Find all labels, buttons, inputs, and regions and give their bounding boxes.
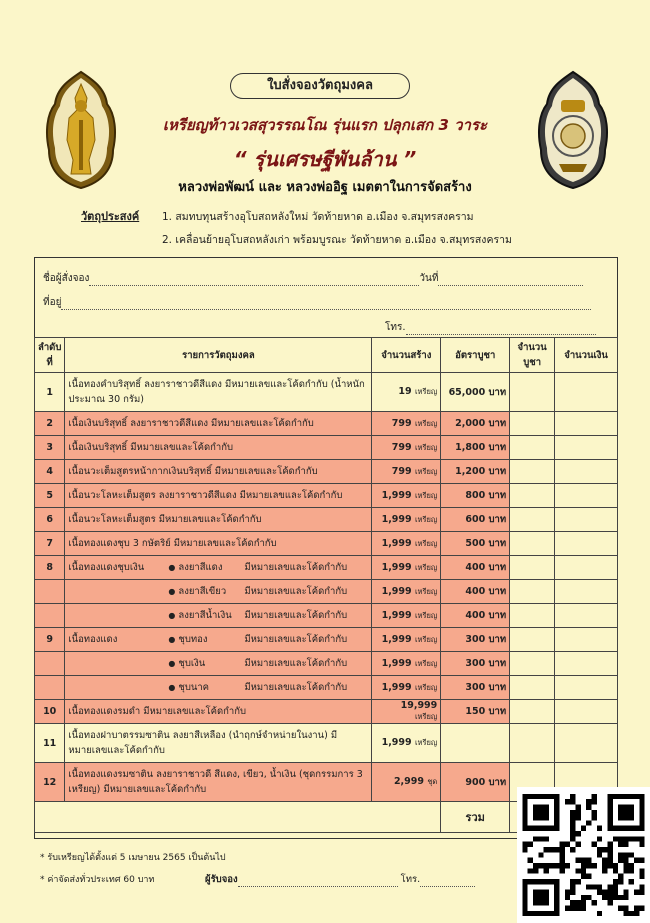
qty-made: 1,999 — [381, 585, 412, 597]
qty-made-cell — [372, 580, 441, 604]
bullet-icon: ● — [168, 635, 176, 644]
order-count-field[interactable] — [510, 580, 555, 604]
header-amount: จำนวนเงิน — [555, 338, 618, 373]
price: 150 บาท — [441, 700, 510, 724]
item-description: เนื้อเงินบริสุทธิ์ ลงยาราชาวดีสีแดง มีหมายเลขและโค้ดกำกับ — [68, 418, 314, 429]
item-cell — [65, 628, 372, 652]
price: 900 บาท — [441, 763, 510, 802]
table-row — [35, 460, 618, 484]
table-row — [35, 652, 618, 676]
amount-field[interactable] — [555, 700, 618, 724]
item-description: เนื้อทองแดงรมดำ มีหมายเลขและโค้ดกำกับ — [68, 706, 247, 717]
item-variant: ลงยาสีเขียว — [178, 586, 227, 597]
item-description: เนื้อทองแดงรมซาติน ลงยาราชาวดี สีแดง, เขียว, น้ำเงิน (ชุดกรรมการ 3 เหรียญ) มีหมายเลขและโค้ดกำกับ — [68, 769, 363, 795]
item-description: เนื้อนวะโลหะเต็มสูตร มีหมายเลขและโค้ดกำกับ — [68, 514, 262, 525]
qty-made: 1,999 — [381, 513, 412, 525]
qty-unit: เหรียญ — [414, 387, 438, 396]
item-cell — [65, 652, 372, 676]
table-row — [35, 508, 618, 532]
price: 800 บาท — [441, 484, 510, 508]
header-item: รายการวัตถุมงคล — [65, 338, 372, 373]
item-cell — [65, 532, 372, 556]
amount-field[interactable] — [555, 580, 618, 604]
table-header-row — [35, 338, 618, 373]
qty-made: 1,999 — [381, 489, 412, 501]
order-count-field[interactable] — [510, 508, 555, 532]
table-row — [35, 700, 618, 724]
amount-field[interactable] — [555, 436, 618, 460]
price: 500 บาท — [441, 532, 510, 556]
qty-unit: เหรียญ — [414, 466, 438, 476]
table-row — [35, 604, 618, 628]
qty-made: 1,999 — [381, 609, 412, 621]
price: 2,000 บาท — [441, 412, 510, 436]
row-number: 9 — [35, 628, 65, 652]
row-number: 11 — [35, 724, 65, 763]
qty-made-cell — [372, 373, 441, 412]
qty-made-cell — [372, 724, 441, 763]
qty-made-cell — [372, 460, 441, 484]
row-number: 6 — [35, 508, 65, 532]
qty-unit: เหรียญ — [414, 738, 438, 747]
qty-unit: เหรียญ — [414, 658, 438, 668]
bullet-icon: ● — [168, 563, 176, 572]
table-row — [35, 532, 618, 556]
table-row — [35, 436, 618, 460]
qty-made: 799 — [391, 417, 412, 429]
price: 300 บาท — [441, 676, 510, 700]
row-number: 12 — [35, 763, 65, 802]
qty-unit: เหรียญ — [414, 538, 438, 548]
series-name: “ รุ่นเศรษฐีพันล้าน ” — [233, 147, 417, 171]
price — [441, 724, 510, 763]
address-line — [43, 295, 591, 310]
row-number — [35, 676, 65, 700]
item-cell — [65, 676, 372, 700]
item-variant: ชุบนาค — [178, 682, 210, 693]
amount-field[interactable] — [555, 373, 618, 412]
row-number: 8 — [35, 556, 65, 580]
order-count-field[interactable] — [510, 604, 555, 628]
item-cell — [65, 724, 372, 763]
qty-unit: ชุด — [427, 777, 438, 786]
row-number: 3 — [35, 436, 65, 460]
qty-made-cell — [372, 508, 441, 532]
price: 400 บาท — [441, 556, 510, 580]
row-number: 4 — [35, 460, 65, 484]
table-row — [35, 484, 618, 508]
item-description: เนื้อทองฝาบาตรรมซาติน ลงยาสีเหลือง (นำฤกษ์จำหน่ายในงาน) มีหมายเลขและโค้ดกำกับ — [68, 730, 338, 756]
bullet-icon: ● — [168, 683, 176, 692]
item-description: เนื้อทองแดง — [68, 634, 118, 645]
monks-line: หลวงพ่อพัฒน์ และ หลวงพ่ออิฐ เมตตาในการจัดสร้าง — [178, 180, 472, 195]
item-description: เนื้อทองแดงชุบ 3 กษัตริย์ มีหมายเลขและโค้ดกำกับ — [68, 538, 277, 549]
row-number — [35, 604, 65, 628]
qty-made: 1,999 — [381, 633, 412, 645]
item-suffix: มีหมายเลขและโค้ดกำกับ — [244, 634, 348, 645]
row-number: 7 — [35, 532, 65, 556]
receiver-line — [205, 872, 475, 887]
item-cell — [65, 556, 372, 580]
qty-made-cell — [372, 628, 441, 652]
item-cell — [65, 412, 372, 436]
order-count-field[interactable] — [510, 652, 555, 676]
qty-unit: เหรียญ — [414, 712, 438, 721]
item-cell — [65, 580, 372, 604]
order-count-field[interactable] — [510, 436, 555, 460]
item-cell — [65, 373, 372, 412]
row-number — [35, 652, 65, 676]
item-suffix: มีหมายเลขและโค้ดกำกับ — [244, 658, 348, 669]
order-items-table — [34, 337, 618, 833]
item-cell — [65, 436, 372, 460]
qty-made: 2,999 — [393, 776, 424, 787]
qty-made-cell — [372, 436, 441, 460]
header-price: อัตราบูชา — [441, 338, 510, 373]
price: 1,800 บาท — [441, 436, 510, 460]
item-cell — [65, 604, 372, 628]
qty-made-cell — [372, 763, 441, 802]
customer-name-field[interactable] — [89, 275, 419, 286]
customer-name-label: ชื่อผู้สั่งจอง — [43, 273, 90, 284]
order-count-field[interactable] — [510, 412, 555, 436]
coin-back-emblem-right — [535, 70, 611, 190]
qty-made: 19,999 — [400, 700, 438, 711]
item-cell — [65, 460, 372, 484]
item-variant: ลงยาสีน้ำเงิน — [178, 610, 232, 621]
item-variant: ชุบทอง — [178, 634, 208, 645]
address-field[interactable] — [61, 299, 591, 310]
order-count-field[interactable] — [510, 676, 555, 700]
customer-name-line — [43, 271, 583, 286]
item-description: เนื้อเงินบริสุทธิ์ มีหมายเลขและโค้ดกำกับ — [68, 442, 233, 453]
amount-field[interactable] — [555, 724, 618, 763]
receiver-label: ผู้รับจอง — [205, 874, 238, 885]
amount-field[interactable] — [555, 508, 618, 532]
purpose-2: 2. เคลื่อนย้ายอุโบสถหลังเก่า พร้อมบูรณะ วัดท้ายหาด อ.เมือง จ.สมุทรสงคราม — [162, 234, 512, 246]
item-cell — [65, 700, 372, 724]
item-variant: ชุบเงิน — [178, 658, 206, 669]
amount-field[interactable] — [555, 484, 618, 508]
qty-made-cell — [372, 484, 441, 508]
qty-made-cell — [372, 556, 441, 580]
qty-unit: เหรียญ — [414, 514, 438, 524]
form-title: ใบสั่งจองวัตถุมงคล — [230, 73, 410, 99]
amount-field[interactable] — [555, 652, 618, 676]
qty-unit: เหรียญ — [414, 418, 438, 428]
price: 65,000 บาท — [441, 373, 510, 412]
qty-made: 1,999 — [381, 657, 412, 669]
address-label: ที่อยู่ — [43, 297, 62, 308]
qty-made: 1,999 — [381, 561, 412, 573]
date-field[interactable] — [438, 275, 583, 286]
receiver-phone-field[interactable] — [420, 876, 475, 887]
item-description: เนื้อนวะเต็มสูตรหน้ากากเงินบริสุทธิ์ มีหมายเลขและโค้ดกำกับ — [68, 466, 318, 477]
date-label: วันที่ — [419, 273, 439, 284]
phone-label: โทร. — [385, 322, 406, 333]
qty-made-cell — [372, 700, 441, 724]
amount-field[interactable] — [555, 628, 618, 652]
order-count-field[interactable] — [510, 724, 555, 763]
item-suffix: มีหมายเลขและโค้ดกำกับ — [244, 610, 348, 621]
order-count-field[interactable] — [510, 373, 555, 412]
row-number: 10 — [35, 700, 65, 724]
row-number: 1 — [35, 373, 65, 412]
order-count-field[interactable] — [510, 532, 555, 556]
qty-unit: เหรียญ — [414, 490, 438, 500]
header-qty-made: จำนวนสร้าง — [372, 338, 441, 373]
bullet-icon: ● — [168, 587, 176, 596]
order-count-field[interactable] — [510, 556, 555, 580]
bullet-icon: ● — [168, 659, 176, 668]
bullet-icon: ● — [168, 611, 176, 620]
table-row — [35, 556, 618, 580]
item-description: เนื้อทองแดงชุบเงิน — [68, 562, 145, 573]
amount-field[interactable] — [555, 460, 618, 484]
table-row — [35, 628, 618, 652]
item-suffix: มีหมายเลขและโค้ดกำกับ — [244, 562, 348, 573]
amount-field[interactable] — [555, 676, 618, 700]
vessavana-emblem-left — [43, 70, 119, 190]
qty-unit: เหรียญ — [414, 586, 438, 596]
row-number: 2 — [35, 412, 65, 436]
purpose-label: วัตถุประสงค์ — [81, 210, 140, 223]
price: 400 บาท — [441, 604, 510, 628]
qty-made: 1,999 — [381, 681, 412, 693]
table-row — [35, 373, 618, 412]
coin-title: เหรียญท้าวเวสสุวรรณโณ รุ่นแรก ปลุกเสก 3 วาระ — [162, 116, 488, 134]
order-count-field[interactable] — [510, 484, 555, 508]
qty-made: 799 — [391, 465, 412, 477]
phone-line — [385, 320, 596, 335]
item-suffix: มีหมายเลขและโค้ดกำกับ — [244, 586, 348, 597]
price: 400 บาท — [441, 580, 510, 604]
qty-unit: เหรียญ — [414, 562, 438, 572]
item-cell — [65, 763, 372, 802]
item-cell — [65, 508, 372, 532]
price: 300 บาท — [441, 628, 510, 652]
qr-code — [517, 787, 650, 923]
qty-made-cell — [372, 532, 441, 556]
qty-made-cell — [372, 412, 441, 436]
purpose-1: 1. สมทบทุนสร้างอุโบสถหลังใหม่ วัดท้ายหาด อ.เมือง จ.สมุทรสงคราม — [162, 211, 474, 223]
amount-field[interactable] — [555, 604, 618, 628]
phone-field[interactable] — [406, 324, 596, 335]
qty-unit: เหรียญ — [414, 610, 438, 620]
qty-unit: เหรียญ — [414, 634, 438, 644]
header-no: ลำดับที่ — [35, 338, 65, 373]
qty-made-cell — [372, 652, 441, 676]
footer-note-1: * รับเหรียญได้ตั้งแต่ 5 เมษายน 2565 เป็นต้นไป — [40, 853, 226, 863]
amount-field[interactable] — [555, 556, 618, 580]
amount-field[interactable] — [555, 412, 618, 436]
qty-made: 1,999 — [381, 737, 412, 748]
row-number: 5 — [35, 484, 65, 508]
receiver-phone-label: โทร. — [400, 874, 421, 885]
table-row — [35, 412, 618, 436]
price: 1,200 บาท — [441, 460, 510, 484]
order-count-field[interactable] — [510, 700, 555, 724]
qty-made: 799 — [391, 441, 412, 453]
amount-field[interactable] — [555, 532, 618, 556]
item-description: เนื้อทองคำบริสุทธิ์ ลงยาราชาวดีสีแดง มีหมายเลขและโค้ดกำกับ (น้ำหนักประมาณ 30 กรัม) — [68, 379, 365, 405]
row-number — [35, 580, 65, 604]
qty-made: 1,999 — [381, 537, 412, 549]
table-row — [35, 724, 618, 763]
price: 600 บาท — [441, 508, 510, 532]
table-row — [35, 580, 618, 604]
order-count-field[interactable] — [510, 628, 555, 652]
table-row — [35, 676, 618, 700]
qty-unit: เหรียญ — [414, 682, 438, 692]
qty-made: 19 — [398, 386, 412, 397]
item-cell — [65, 484, 372, 508]
item-variant: ลงยาสีแดง — [178, 562, 223, 573]
qty-made-cell — [372, 676, 441, 700]
item-suffix: มีหมายเลขและโค้ดกำกับ — [244, 682, 348, 693]
receiver-field[interactable] — [238, 876, 398, 887]
header-order-count: จำนวนบูชา — [510, 338, 555, 373]
order-count-field[interactable] — [510, 460, 555, 484]
total-label: รวม — [441, 802, 510, 833]
footer-note-2: * ค่าจัดส่งทั่วประเทศ 60 บาท — [40, 875, 155, 885]
item-description: เนื้อนวะโลหะเต็มสูตร ลงยาราชาวดีสีแดง มีหมายเลขและโค้ดกำกับ — [68, 490, 343, 501]
price: 300 บาท — [441, 652, 510, 676]
qty-made-cell — [372, 604, 441, 628]
qty-unit: เหรียญ — [414, 442, 438, 452]
